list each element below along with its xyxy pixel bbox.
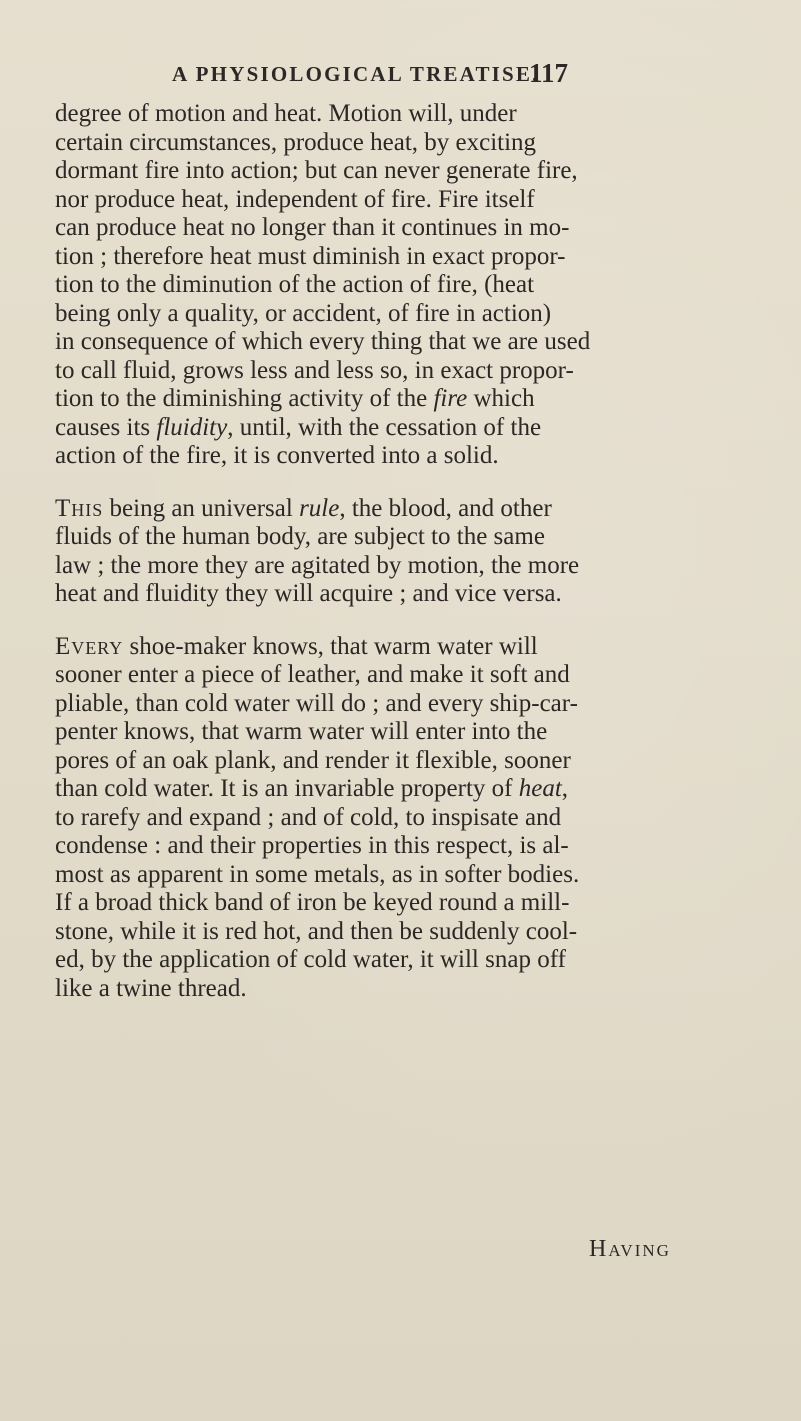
text-line — [55, 889, 695, 918]
text-line — [55, 918, 695, 947]
text-run: If a broad thick band of iron be keyed round a mill- — [55, 889, 570, 916]
text-run: tion to the diminution of the action of fire, (heat — [55, 271, 535, 298]
text-run: fluids of the human body, are subject to the same — [55, 523, 545, 550]
text-run: to rarefy and expand ; and of cold, to inspisate and — [55, 803, 562, 831]
text-run: in consequence of which every thing that we are used — [55, 328, 591, 355]
text-run: being only a quality, or accident, of fire in action) — [55, 299, 552, 327]
paragraph — [55, 633, 695, 1004]
text-line — [55, 552, 695, 581]
text-line — [55, 661, 695, 690]
text-run: which — [467, 385, 535, 412]
running-head: A PHYSIOLOGICAL TREATISE. — [172, 62, 540, 86]
text-line — [55, 832, 695, 861]
text-run: ed, by the application of cold water, it will snap off — [55, 946, 566, 973]
italic-text: heat — [518, 775, 562, 802]
paragraph — [55, 100, 695, 471]
text-line — [55, 214, 695, 243]
paragraph — [55, 495, 695, 609]
text-line — [55, 414, 695, 443]
text-run: heat and fluidity they will acquire ; and vice versa. — [55, 580, 562, 607]
text-run: causes its — [55, 413, 157, 441]
text-line — [55, 633, 695, 662]
text-line — [55, 747, 695, 776]
text-line — [55, 946, 695, 975]
text-run: action of the fire, it is converted into a solid. — [55, 442, 499, 469]
text-run: law ; the more they are agitated by motion, the more — [55, 551, 580, 579]
paragraph-gap — [55, 471, 695, 495]
body-text — [55, 100, 695, 1003]
text-run: , the blood, and other — [339, 494, 552, 522]
text-line — [55, 328, 695, 357]
text-run: to call fluid, grows less and less so, in exact propor- — [55, 356, 574, 384]
text-run: , until, with the cessation of the — [227, 413, 542, 441]
text-run: tion to the diminishing activity of the — [55, 385, 434, 412]
text-run: stone, while it is red hot, and then be suddenly cool- — [55, 917, 578, 945]
text-line — [55, 271, 695, 300]
text-line — [55, 861, 695, 890]
text-line — [55, 186, 695, 215]
text-line — [55, 804, 695, 833]
text-run: most as apparent in some metals, as in softer bodies. — [55, 860, 580, 888]
catchword: Having — [589, 1236, 671, 1262]
text-run: pores of an oak plank, and render it flexible, sooner — [55, 746, 571, 774]
text-run: nor produce heat, independent of fire. Fire itself — [55, 185, 535, 213]
text-line — [55, 243, 695, 272]
text-run: pliable, than cold water will do ; and every ship-car- — [55, 689, 578, 717]
italic-text: fire — [433, 385, 468, 412]
text-line — [55, 495, 695, 524]
page-header — [0, 58, 801, 92]
text-run: than cold water. It is an invariable property of — [55, 775, 519, 802]
text-line — [55, 129, 695, 158]
text-line — [55, 580, 695, 609]
small-caps-text: This — [55, 494, 104, 522]
text-line — [55, 975, 695, 1004]
text-run: , — [561, 775, 569, 802]
text-line — [55, 523, 695, 552]
text-run: can produce heat no longer than it continues in mo- — [55, 214, 570, 241]
text-line — [55, 157, 695, 186]
text-line — [55, 357, 695, 386]
text-line — [55, 385, 695, 414]
text-line — [55, 100, 695, 129]
italic-text: rule — [299, 494, 340, 522]
text-run: like a twine thread. — [55, 974, 247, 1002]
small-caps-text: Every — [55, 632, 124, 660]
text-run: certain circumstances, produce heat, by exciting — [55, 128, 537, 156]
text-run: shoe-maker knows, that warm water will — [123, 632, 538, 660]
text-line — [55, 718, 695, 747]
italic-text: fluidity — [156, 413, 228, 441]
text-line — [55, 442, 695, 471]
text-run: condense : and their properties in this respect, is al- — [55, 832, 569, 859]
text-line — [55, 690, 695, 719]
text-line — [55, 775, 695, 804]
text-run: being an universal — [103, 494, 300, 522]
text-run: sooner enter a piece of leather, and make it soft and — [55, 661, 570, 688]
text-run: tion ; therefore heat must diminish in exact propor- — [55, 242, 566, 270]
text-run: dormant fire into action; but can never generate fire, — [55, 157, 578, 184]
text-run: degree of motion and heat. Motion will, under — [55, 100, 517, 127]
paragraph-gap — [55, 609, 695, 633]
text-run: penter knows, that warm water will enter into the — [55, 718, 548, 745]
page-number: 117 — [529, 58, 569, 88]
text-line — [55, 300, 695, 329]
